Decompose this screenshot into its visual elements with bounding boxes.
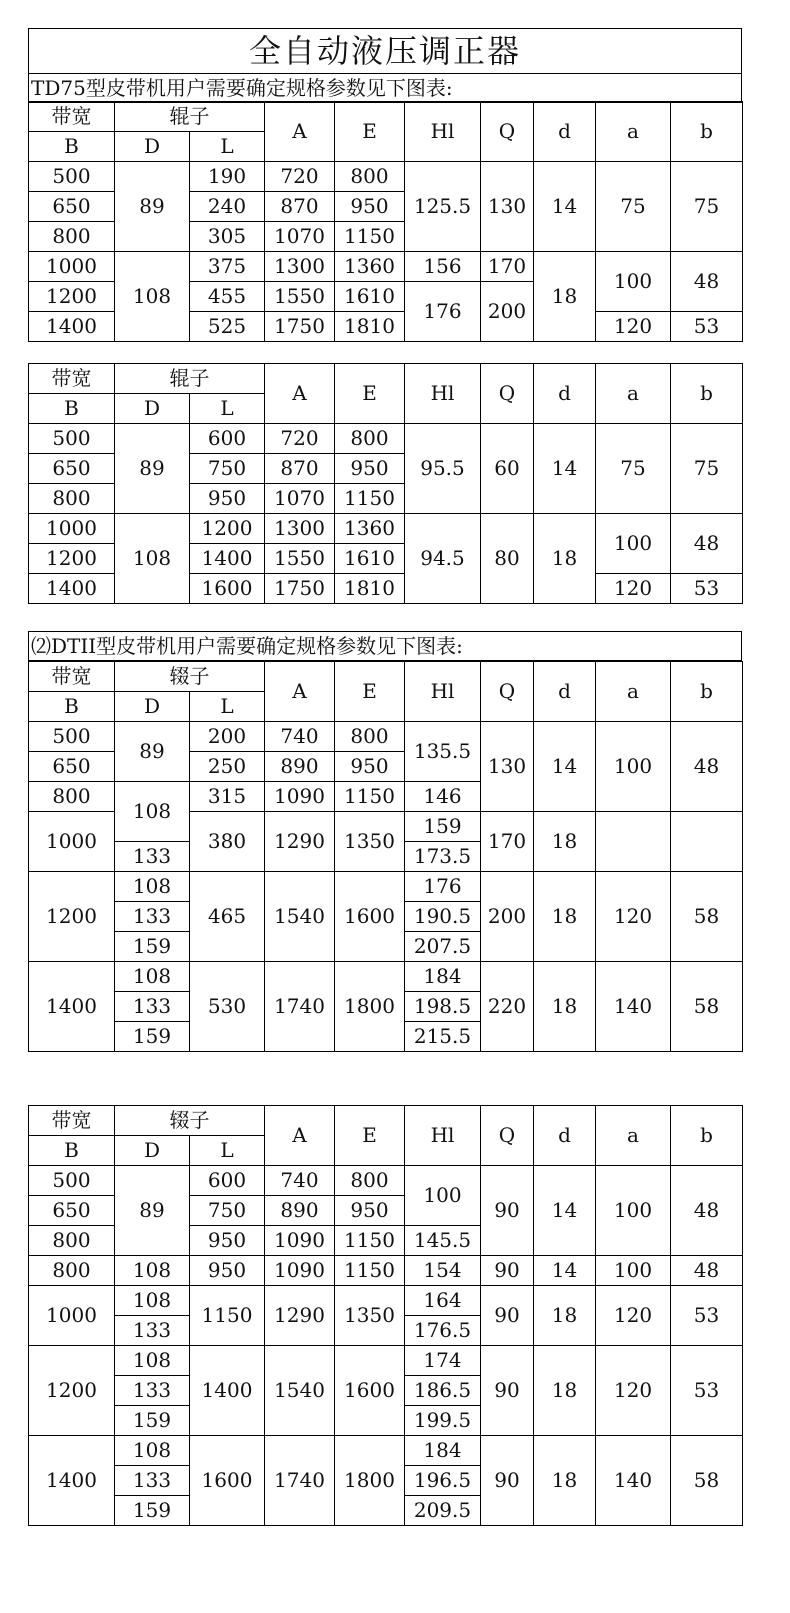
cell: 1600 <box>190 574 265 604</box>
table-row <box>29 872 743 902</box>
cell: 146 <box>405 782 481 812</box>
spec-table-4-wrapper <box>28 1105 742 1526</box>
header-roller: 辊子 <box>115 364 265 394</box>
page-header <box>28 28 742 103</box>
header-a: a <box>596 102 671 162</box>
cell: 375 <box>190 252 265 282</box>
table-row <box>29 962 743 992</box>
spec-table-3-wrapper <box>28 661 742 1052</box>
cell: 1150 <box>335 484 405 514</box>
cell: 1540 <box>265 1346 335 1436</box>
cell: 120 <box>596 1346 671 1436</box>
cell: 305 <box>190 222 265 252</box>
cell: 89 <box>115 1166 190 1256</box>
cell: 1400 <box>190 1346 265 1436</box>
spec-table-1-wrapper <box>28 101 742 342</box>
header-L: L <box>190 692 265 722</box>
cell: 1400 <box>29 1436 115 1526</box>
spec-table-3 <box>28 661 743 1052</box>
cell: 170 <box>481 812 534 872</box>
cell: 800 <box>335 424 405 454</box>
header-D: D <box>115 132 190 162</box>
cell: 800 <box>29 484 115 514</box>
cell: 1200 <box>29 1346 115 1436</box>
cell: 220 <box>481 962 534 1052</box>
table-row <box>29 722 743 752</box>
cell: 14 <box>534 1256 596 1286</box>
cell: 500 <box>29 722 115 752</box>
cell: 465 <box>190 872 265 962</box>
cell: 18 <box>534 1436 596 1526</box>
cell: 90 <box>481 1346 534 1436</box>
cell: 1350 <box>335 812 405 872</box>
cell: 500 <box>29 162 115 192</box>
cell: 176 <box>405 282 481 342</box>
cell: 200 <box>190 722 265 752</box>
cell: 58 <box>671 872 743 962</box>
header-Q: Q <box>481 1106 534 1166</box>
cell: 120 <box>596 574 671 604</box>
header-A: A <box>265 102 335 162</box>
cell: 18 <box>534 962 596 1052</box>
cell: 108 <box>115 872 190 902</box>
cell: 500 <box>29 1166 115 1196</box>
cell: 156 <box>405 252 481 282</box>
cell: 176 <box>405 872 481 902</box>
cell: 198.5 <box>405 992 481 1022</box>
section-3-subtitle: ⑵DTII型皮带机用户需要确定规格参数见下图表: <box>28 631 742 661</box>
cell: 800 <box>29 1256 115 1286</box>
cell: 1150 <box>335 1226 405 1256</box>
header-H1: Hl <box>405 1106 481 1166</box>
cell: 650 <box>29 454 115 484</box>
cell: 1360 <box>335 252 405 282</box>
cell: 740 <box>265 722 335 752</box>
cell: 207.5 <box>405 932 481 962</box>
cell: 1360 <box>335 514 405 544</box>
header-D: D <box>115 1136 190 1166</box>
cell: 58 <box>671 1436 743 1526</box>
header-b: b <box>671 1106 743 1166</box>
cell: 53 <box>671 1346 743 1436</box>
cell: 18 <box>534 812 596 872</box>
cell: 90 <box>481 1436 534 1526</box>
table-row <box>29 1256 743 1286</box>
header-D: D <box>115 692 190 722</box>
cell: 133 <box>115 1466 190 1496</box>
cell: 133 <box>115 1376 190 1406</box>
cell: 740 <box>265 1166 335 1196</box>
cell: 1800 <box>335 962 405 1052</box>
header-A: A <box>265 662 335 722</box>
header-roller: 辍子 <box>115 1106 265 1136</box>
header-roller: 辍子 <box>115 662 265 692</box>
cell: 90 <box>481 1166 534 1256</box>
cell: 650 <box>29 192 115 222</box>
cell: 170 <box>481 252 534 282</box>
cell: 1400 <box>29 312 115 342</box>
cell: 1090 <box>265 1226 335 1256</box>
header-E: E <box>335 364 405 424</box>
cell: 1150 <box>190 1286 265 1346</box>
cell: 18 <box>534 872 596 962</box>
header-Q: Q <box>481 662 534 722</box>
table-row <box>29 1346 743 1376</box>
table-header-row <box>29 1106 743 1136</box>
cell: 1740 <box>265 1436 335 1526</box>
cell: 90 <box>481 1286 534 1346</box>
header-a: a <box>596 364 671 424</box>
cell: 215.5 <box>405 1022 481 1052</box>
cell: 870 <box>265 454 335 484</box>
cell: 196.5 <box>405 1466 481 1496</box>
header-a: a <box>596 1106 671 1166</box>
cell: 184 <box>405 962 481 992</box>
header-L: L <box>190 132 265 162</box>
cell: 120 <box>596 872 671 962</box>
cell: 530 <box>190 962 265 1052</box>
cell: 1610 <box>335 544 405 574</box>
cell: 80 <box>481 514 534 604</box>
cell: 18 <box>534 252 596 342</box>
cell: 200 <box>481 282 534 342</box>
cell: 525 <box>190 312 265 342</box>
table-row <box>29 162 743 192</box>
header-belt-width: 带宽 <box>29 364 115 394</box>
cell: 100 <box>596 1166 671 1256</box>
cell: 159 <box>115 1406 190 1436</box>
cell: 950 <box>335 192 405 222</box>
cell: 75 <box>671 424 743 514</box>
cell: 720 <box>265 424 335 454</box>
cell: 133 <box>115 1316 190 1346</box>
cell: 800 <box>29 222 115 252</box>
header-d: d <box>534 1106 596 1166</box>
cell: 500 <box>29 424 115 454</box>
cell: 48 <box>671 252 743 312</box>
cell: 1000 <box>29 252 115 282</box>
cell: 870 <box>265 192 335 222</box>
cell: 108 <box>115 252 190 342</box>
cell: 133 <box>115 902 190 932</box>
cell: 89 <box>115 722 190 782</box>
header-belt-width: 带宽 <box>29 662 115 692</box>
cell: 800 <box>335 162 405 192</box>
cell: 108 <box>115 514 190 604</box>
cell: 95.5 <box>405 424 481 514</box>
header-Q: Q <box>481 364 534 424</box>
cell: 14 <box>534 722 596 812</box>
cell: 950 <box>190 484 265 514</box>
cell: 380 <box>190 812 265 872</box>
header-H1: Hl <box>405 662 481 722</box>
cell: 1400 <box>29 962 115 1052</box>
header-d: d <box>534 102 596 162</box>
header-A: A <box>265 1106 335 1166</box>
cell: 133 <box>115 992 190 1022</box>
cell: 1800 <box>335 1436 405 1526</box>
cell: 800 <box>335 722 405 752</box>
cell: 14 <box>534 162 596 252</box>
cell: 1740 <box>265 962 335 1052</box>
cell: 1600 <box>335 1346 405 1436</box>
cell: 750 <box>190 1196 265 1226</box>
cell: 89 <box>115 162 190 252</box>
cell <box>671 812 743 872</box>
header-a: a <box>596 662 671 722</box>
cell: 1000 <box>29 514 115 544</box>
cell: 58 <box>671 962 743 1052</box>
cell: 108 <box>115 1286 190 1316</box>
cell: 75 <box>596 424 671 514</box>
header-b: b <box>671 102 743 162</box>
cell: 48 <box>671 722 743 812</box>
cell: 950 <box>335 1196 405 1226</box>
cell: 159 <box>405 812 481 842</box>
table-row <box>29 1436 743 1466</box>
header-belt-width: 带宽 <box>29 102 115 132</box>
cell: 1150 <box>335 782 405 812</box>
cell: 1200 <box>29 872 115 962</box>
cell: 130 <box>481 162 534 252</box>
cell: 108 <box>115 1346 190 1376</box>
cell: 600 <box>190 424 265 454</box>
header-L: L <box>190 394 265 424</box>
cell: 890 <box>265 752 335 782</box>
header-E: E <box>335 662 405 722</box>
cell: 130 <box>481 722 534 812</box>
cell: 120 <box>596 312 671 342</box>
cell: 1090 <box>265 782 335 812</box>
header-B: B <box>29 1136 115 1166</box>
cell: 1150 <box>335 222 405 252</box>
cell: 1540 <box>265 872 335 962</box>
table-header-row <box>29 102 743 132</box>
page-title: 全自动液压调正器 <box>28 28 742 74</box>
cell: 100 <box>596 252 671 312</box>
header-d: d <box>534 662 596 722</box>
cell: 1550 <box>265 282 335 312</box>
cell: 140 <box>596 1436 671 1526</box>
cell: 800 <box>29 1226 115 1256</box>
cell: 1600 <box>190 1436 265 1526</box>
header-L: L <box>190 1136 265 1166</box>
cell: 800 <box>335 1166 405 1196</box>
cell: 950 <box>190 1226 265 1256</box>
header-b: b <box>671 364 743 424</box>
cell: 750 <box>190 454 265 484</box>
cell: 18 <box>534 514 596 604</box>
cell: 1400 <box>190 544 265 574</box>
cell: 1200 <box>190 514 265 544</box>
cell: 159 <box>115 932 190 962</box>
cell: 48 <box>671 1166 743 1256</box>
cell: 133 <box>115 842 190 872</box>
cell: 240 <box>190 192 265 222</box>
header-B: B <box>29 132 115 162</box>
cell: 1070 <box>265 484 335 514</box>
cell: 250 <box>190 752 265 782</box>
cell: 176.5 <box>405 1316 481 1346</box>
cell: 60 <box>481 424 534 514</box>
header-B: B <box>29 692 115 722</box>
cell: 186.5 <box>405 1376 481 1406</box>
cell: 75 <box>671 162 743 252</box>
cell: 650 <box>29 1196 115 1226</box>
cell: 600 <box>190 1166 265 1196</box>
table-row <box>29 424 743 454</box>
table-header-row <box>29 364 743 394</box>
header-E: E <box>335 1106 405 1166</box>
cell: 145.5 <box>405 1226 481 1256</box>
table-row <box>29 1166 743 1196</box>
cell: 1200 <box>29 544 115 574</box>
cell: 53 <box>671 574 743 604</box>
header-D: D <box>115 394 190 424</box>
cell: 1150 <box>335 1256 405 1286</box>
cell: 1400 <box>29 574 115 604</box>
cell: 950 <box>335 454 405 484</box>
cell: 200 <box>481 872 534 962</box>
cell: 1750 <box>265 574 335 604</box>
cell: 315 <box>190 782 265 812</box>
section-3-header <box>28 631 742 661</box>
cell: 1000 <box>29 812 115 872</box>
header-A: A <box>265 364 335 424</box>
cell: 90 <box>481 1256 534 1286</box>
cell: 18 <box>534 1346 596 1436</box>
header-Q: Q <box>481 102 534 162</box>
cell: 173.5 <box>405 842 481 872</box>
spec-table-1 <box>28 101 743 342</box>
cell: 1290 <box>265 812 335 872</box>
cell: 720 <box>265 162 335 192</box>
spec-table-2 <box>28 363 743 604</box>
cell: 154 <box>405 1256 481 1286</box>
table-row <box>29 514 743 544</box>
cell: 120 <box>596 1286 671 1346</box>
cell: 140 <box>596 962 671 1052</box>
cell: 190.5 <box>405 902 481 932</box>
cell: 1090 <box>265 1256 335 1286</box>
cell: 1200 <box>29 282 115 312</box>
cell: 1750 <box>265 312 335 342</box>
cell: 199.5 <box>405 1406 481 1436</box>
cell <box>596 812 671 872</box>
cell: 800 <box>29 782 115 812</box>
cell: 1610 <box>335 282 405 312</box>
cell: 1810 <box>335 312 405 342</box>
spec-table-4 <box>28 1105 743 1526</box>
cell: 100 <box>596 1256 671 1286</box>
header-B: B <box>29 394 115 424</box>
cell: 100 <box>596 514 671 574</box>
cell: 209.5 <box>405 1496 481 1526</box>
cell: 184 <box>405 1436 481 1466</box>
cell: 159 <box>115 1496 190 1526</box>
cell: 53 <box>671 312 743 342</box>
cell: 1550 <box>265 544 335 574</box>
cell: 1070 <box>265 222 335 252</box>
cell: 75 <box>596 162 671 252</box>
cell: 1600 <box>335 872 405 962</box>
cell: 100 <box>405 1166 481 1226</box>
header-E: E <box>335 102 405 162</box>
cell: 950 <box>190 1256 265 1286</box>
cell: 159 <box>115 1022 190 1052</box>
header-H1: Hl <box>405 102 481 162</box>
cell: 94.5 <box>405 514 481 604</box>
table-header-row <box>29 662 743 692</box>
cell: 18 <box>534 1286 596 1346</box>
cell: 174 <box>405 1346 481 1376</box>
cell: 108 <box>115 1436 190 1466</box>
cell: 14 <box>534 1166 596 1256</box>
header-b: b <box>671 662 743 722</box>
cell: 125.5 <box>405 162 481 252</box>
section-1-subtitle: TD75型皮带机用户需要确定规格参数见下图表: <box>28 74 742 103</box>
header-H1: Hl <box>405 364 481 424</box>
cell: 1000 <box>29 1286 115 1346</box>
cell: 1290 <box>265 1286 335 1346</box>
cell: 164 <box>405 1286 481 1316</box>
cell: 1350 <box>335 1286 405 1346</box>
cell: 108 <box>115 1256 190 1286</box>
cell: 135.5 <box>405 722 481 782</box>
cell: 1300 <box>265 514 335 544</box>
cell: 108 <box>115 962 190 992</box>
table-row <box>29 252 743 282</box>
cell: 1300 <box>265 252 335 282</box>
header-d: d <box>534 364 596 424</box>
table-row <box>29 1286 743 1316</box>
cell: 190 <box>190 162 265 192</box>
cell: 890 <box>265 1196 335 1226</box>
cell: 48 <box>671 1256 743 1286</box>
cell: 108 <box>115 782 190 842</box>
cell: 455 <box>190 282 265 312</box>
cell: 14 <box>534 424 596 514</box>
spec-table-2-wrapper <box>28 363 742 604</box>
cell: 48 <box>671 514 743 574</box>
header-belt-width: 带宽 <box>29 1106 115 1136</box>
header-roller: 辊子 <box>115 102 265 132</box>
cell: 950 <box>335 752 405 782</box>
cell: 1810 <box>335 574 405 604</box>
cell: 53 <box>671 1286 743 1346</box>
cell: 89 <box>115 424 190 514</box>
cell: 100 <box>596 722 671 812</box>
cell: 650 <box>29 752 115 782</box>
